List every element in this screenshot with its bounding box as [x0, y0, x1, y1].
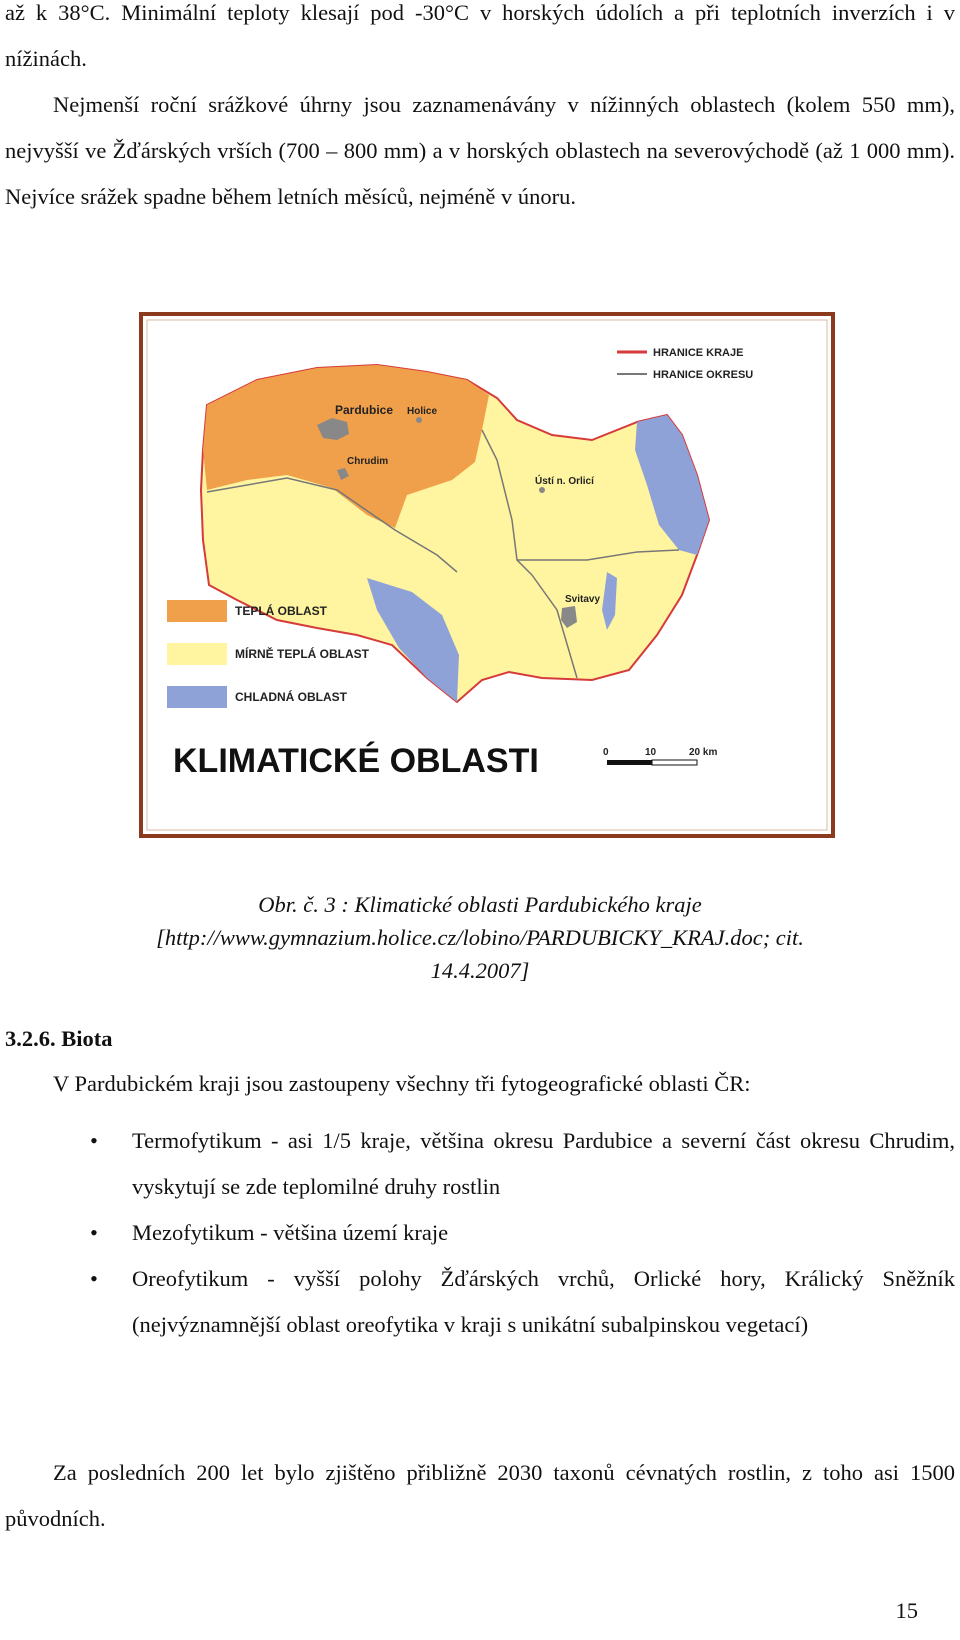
caption-line-1: Obr. č. 3 : Klimatické oblasti Pardubického kraje [258, 892, 702, 917]
climate-map [137, 310, 837, 840]
bullet-list [0, 1118, 960, 1348]
list-item-text: Mezofytikum - většina území kraje [132, 1220, 449, 1245]
paragraph-temperature: až k 38°C. Minimální teploty klesají pod -30°C v horských údolích a při teplotních inverzích i v nížinách. [5, 0, 955, 71]
page-number: 15 [895, 1598, 918, 1623]
list-item [0, 1210, 960, 1256]
list-item [0, 1118, 960, 1210]
legend-swatch-mirne [167, 643, 227, 665]
paragraph-precipitation: Nejmenší roční srážkové úhrny jsou zaznamenávány v nížinných oblastech (kolem 550 mm), nejvyšší ve Žďárských vrších (700 – 800 mm) a v horských oblastech na severovýchodě (až 1 000 mm). Nejvíce srážek spadne během letních měsíců, nejméně v únoru. [5, 92, 955, 209]
caption-line-3: 14.4.2007] [430, 958, 530, 983]
list-item [0, 1256, 960, 1348]
scale-bar-segment-2 [652, 760, 697, 765]
legend-label-tepla: TEPLÁ OBLAST [235, 604, 327, 618]
town-label-holice: Holice [407, 406, 438, 417]
town-label-svitavy: Svitavy [565, 594, 601, 605]
scale-label-20: 20 km [689, 747, 718, 758]
bullet-icon: • [90, 1220, 98, 1245]
figure-caption [0, 888, 960, 987]
town-holice-marker [416, 417, 422, 423]
scale-label-10: 10 [645, 747, 657, 758]
list-item-text: Termofytikum - asi 1/5 kraje, většina okresu Pardubice a severní část okresu Chrudim, vyskytují se zde teplomilné druhy rostlin [132, 1128, 955, 1199]
legend-swatch-chladna [167, 686, 227, 708]
town-label-chrudim: Chrudim [347, 456, 389, 467]
legend-label-chladna: CHLADNÁ OBLAST [235, 690, 347, 704]
climate-map-figure [137, 310, 837, 840]
town-label-pardubice: Pardubice [335, 403, 394, 417]
town-usti-marker [539, 487, 545, 493]
scale-label-0: 0 [603, 747, 609, 758]
paragraph-taxa: Za posledních 200 let bylo zjištěno přibližně 2030 taxonů cévnatých rostlin, z toho asi 1500 původních. [5, 1460, 955, 1531]
scale-bar-segment-1 [607, 760, 652, 765]
list-item-text: Oreofytikum - vyšší polohy Žďárských vrchů, Orlické hory, Králický Sněžník (nejvýznamnější oblast oreofytika v kraji s unikátní subalpinskou vegetací) [132, 1266, 955, 1337]
town-label-usti: Ústí n. Orlicí [535, 476, 594, 487]
bullet-icon: • [90, 1128, 98, 1153]
map-title: KLIMATICKÉ OBLASTI [173, 742, 539, 780]
legend-label-kraj: HRANICE KRAJE [653, 347, 744, 359]
legend-swatch-tepla [167, 600, 227, 622]
section-intro: V Pardubickém kraji jsou zastoupeny všechny tři fytogeografické oblasti ČR: [53, 1071, 751, 1096]
section-heading: 3.2.6. Biota [5, 1026, 113, 1051]
caption-line-2: [http://www.gymnazium.holice.cz/lobino/PARDUBICKY_KRAJ.doc; cit. [156, 925, 804, 950]
bullet-icon: • [90, 1266, 98, 1291]
legend-label-mirne: MÍRNĚ TEPLÁ OBLAST [235, 647, 369, 661]
legend-label-okres: HRANICE OKRESU [653, 369, 754, 381]
